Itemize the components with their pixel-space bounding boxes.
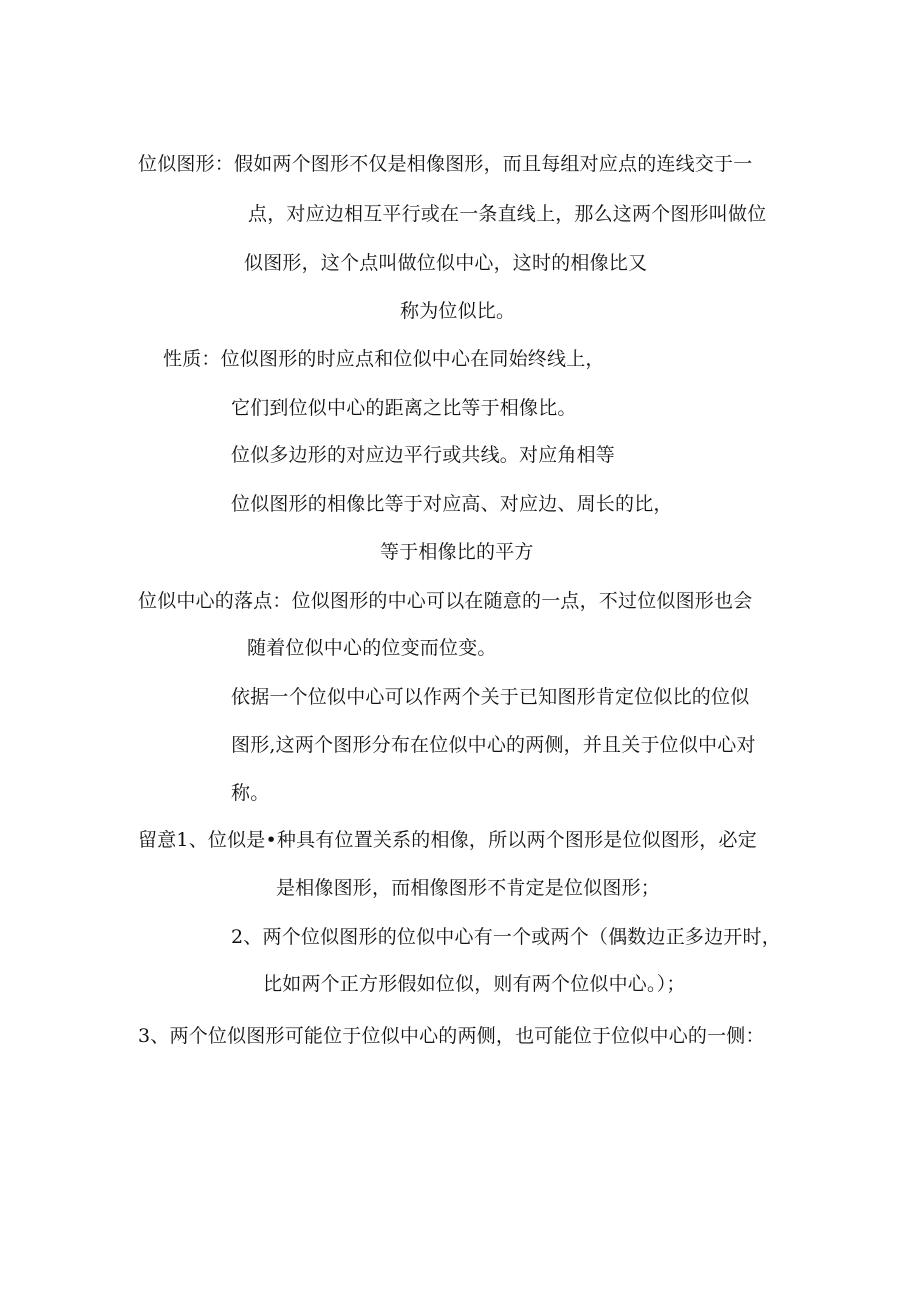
- text-line-property: 性质：位似图形的时应点和位似中心在同始终线上，: [163, 348, 605, 370]
- text-line-center-location-cont-2: 依据一个位似中心可以作两个关于已知图形肯定位似比的位似: [231, 686, 750, 708]
- text-line-property-cont-4: 等于相像比的平方: [380, 541, 534, 563]
- text-line-definition: 位似图形：假如两个图形不仅是相像图形，而且每组对应点的连线交于一: [138, 153, 753, 175]
- text-line-note-1-cont: 是相像图形，而相像图形不肯定是位似图形；: [276, 877, 661, 899]
- text-line-note-3: 3、两个位似图形可能位于位似中心的两侧，也可能位于位似中心的一侧：: [138, 1025, 765, 1047]
- text-line-center-location-cont-3: 图形,这两个图形分布在位似中心的两侧，并且关于位似中心对: [231, 734, 756, 756]
- text-line-property-cont-2: 位似多边形的对应边平行或共线。对应角相等: [231, 444, 616, 466]
- text-line-note-2: 2、两个位似图形的位似中心有一个或两个（偶数边正多边开时，: [231, 926, 781, 948]
- text-line-definition-cont-3: 称为位似比。: [400, 300, 516, 322]
- text-line-note-1: 留意1、位似是•种具有位置关系的相像，所以两个图形是位似图形，必定: [138, 829, 757, 851]
- text-line-note-2-cont: 比如两个正方形假如位似，则有两个位似中心。）；: [263, 973, 686, 995]
- text-line-center-location-cont-4: 称。: [231, 782, 270, 804]
- text-line-property-cont-3: 位似图形的相像比等于对应高、对应边、周长的比，: [231, 493, 673, 515]
- text-line-property-cont-1: 它们到位似中心的距离之比等于相像比。: [231, 397, 577, 419]
- text-line-center-location: 位似中心的落点：位似图形的中心可以在随意的一点，不过位似图形也会: [138, 590, 753, 612]
- text-line-definition-cont-2: 似图形，这个点叫做位似中心，这时的相像比又: [244, 252, 648, 274]
- text-line-definition-cont-1: 点，对应边相互平行或在一条直线上，那么这两个图形叫做位: [248, 203, 767, 225]
- text-line-center-location-cont-1: 随着位似中心的位变而位变。: [247, 637, 497, 659]
